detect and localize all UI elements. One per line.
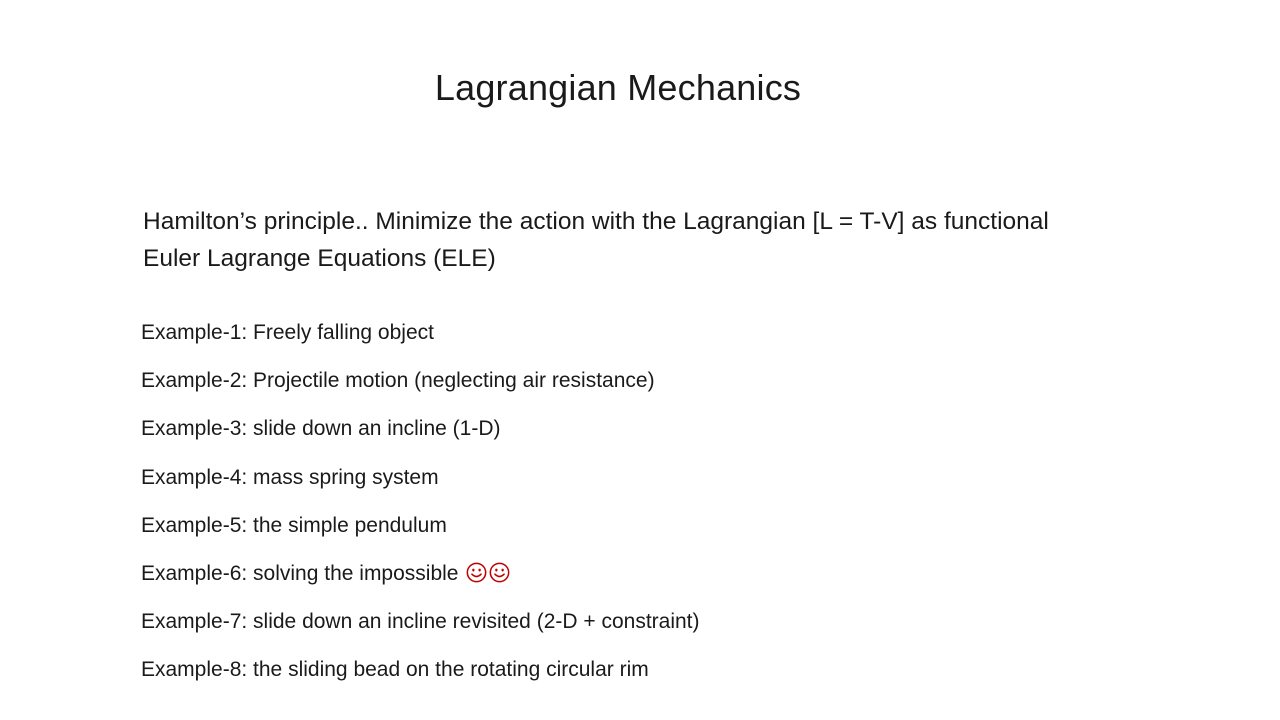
example-label: Example-5: the simple pendulum [141,513,447,537]
example-label: Example-8: the sliding bead on the rotating circular rim [141,658,649,682]
intro-text [143,203,1273,277]
slide-title: Lagrangian Mechanics [434,67,802,108]
example-item [141,414,1141,462]
example-item [141,559,1141,607]
smiley-face-icon [466,562,487,583]
example-item [141,366,1141,414]
example-label: Example-2: Projectile motion (neglecting air resistance) [141,369,655,393]
intro-line-hamilton: Hamilton’s principle.. Minimize the action with the Lagrangian [L = T-V] as functional [143,208,1049,235]
examples-list [141,318,1141,704]
example-item [141,655,1141,703]
example-label: Example-1: Freely falling object [141,321,434,344]
example-label: Example-6: solving the impossible [141,561,459,585]
example-item [141,318,1141,366]
smiley-face-icon [489,562,510,583]
example-label: Example-3: slide down an incline (1-D) [141,417,501,441]
intro-line-ele: Euler Lagrange Equations (ELE) [143,245,496,272]
example-item [141,463,1141,511]
example-label: Example-4: mass spring system [141,465,439,489]
example-item [141,607,1141,655]
example-item [141,511,1141,559]
example-label: Example-7: slide down an incline revisited (2-D + constraint) [141,610,700,634]
